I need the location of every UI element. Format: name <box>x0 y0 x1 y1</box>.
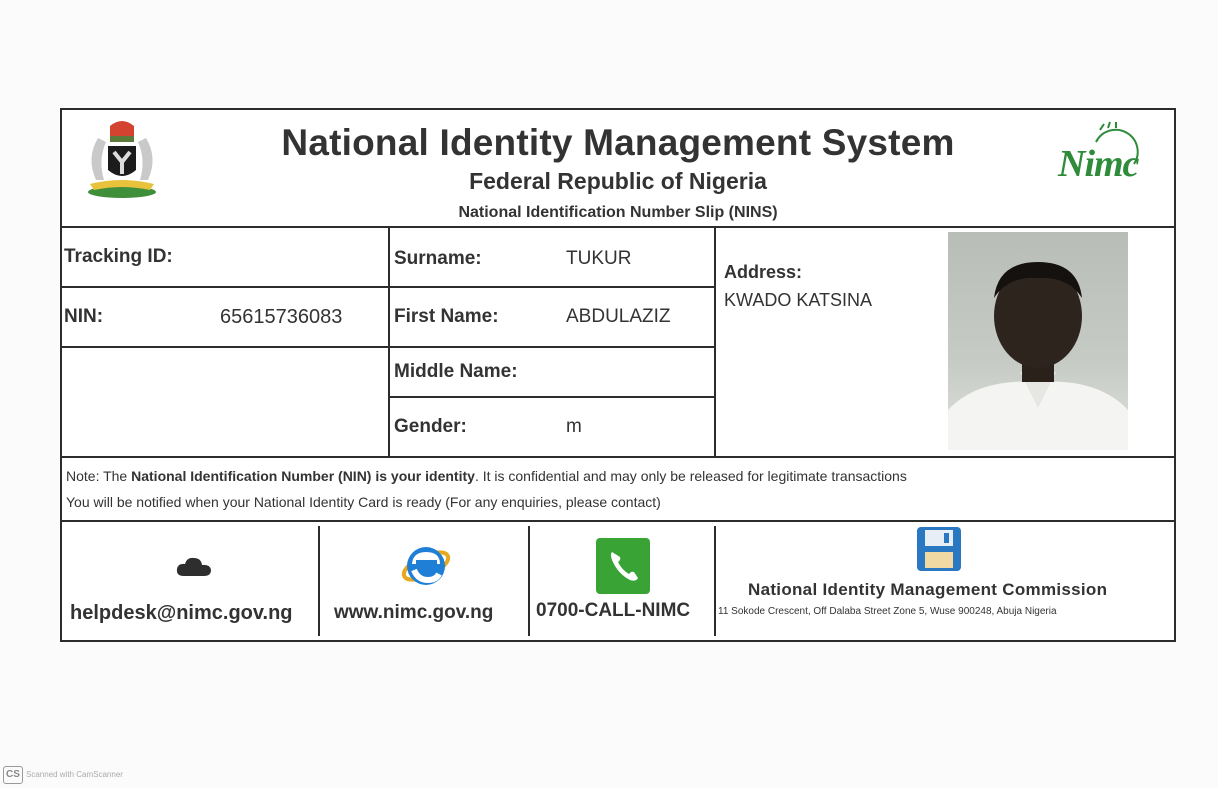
gender-value: m <box>566 416 582 437</box>
surname-value: TUKUR <box>566 248 632 269</box>
note-suffix: . It is confidential and may only be released for legitimate transactions <box>474 468 907 484</box>
first-name-value: ABDULAZIZ <box>566 306 671 327</box>
nimc-logo-icon <box>1056 120 1160 190</box>
middle-name-label: Middle Name: <box>394 361 518 382</box>
cloud-icon <box>176 556 212 578</box>
address-label: Address: <box>724 262 803 282</box>
email-link[interactable]: helpdesk@nimc.gov.ng <box>70 602 293 624</box>
org-name: National Identity Management Commission <box>748 580 1108 599</box>
note-prefix: Note: The <box>66 468 132 484</box>
nimc-logo-text: Nimc <box>1058 143 1139 185</box>
phone-icon <box>596 538 650 594</box>
note-line-2: You will be notified when your National Identity Card is ready (For any enquiries, please contact) <box>66 494 661 510</box>
slip-title: National Identification Number Slip (NINS) <box>458 204 778 221</box>
surname-label: Surname: <box>394 248 482 269</box>
save-disk-icon <box>916 526 962 572</box>
address-value: KWADO KATSINA <box>724 290 873 310</box>
website-link[interactable]: www.nimc.gov.ng <box>334 602 494 623</box>
nin-value: 65615736083 <box>220 306 343 328</box>
nin-slip <box>60 108 1176 642</box>
camscanner-text: Scanned with CamScanner <box>26 770 123 779</box>
org-address: 11 Sokode Crescent, Off Dalaba Street Zone 5, Wuse 900248, Abuja Nigeria <box>718 606 1057 617</box>
page-subtitle: Federal Republic of Nigeria <box>469 168 767 194</box>
phone-number[interactable]: 0700-CALL-NIMC <box>536 600 691 621</box>
camscanner-badge: CS <box>3 766 23 784</box>
internet-explorer-icon <box>400 540 452 590</box>
first-name-label: First Name: <box>394 306 499 327</box>
passport-photo <box>948 232 1128 450</box>
gender-label: Gender: <box>394 416 467 437</box>
tracking-id-label: Tracking ID: <box>64 246 173 267</box>
page-title: National Identity Management System <box>281 122 955 163</box>
nin-label: NIN: <box>64 306 104 327</box>
note-line-1 <box>66 468 907 484</box>
slip-header <box>62 110 1174 228</box>
note-bold: National Identification Number (NIN) is your identity <box>131 468 475 484</box>
